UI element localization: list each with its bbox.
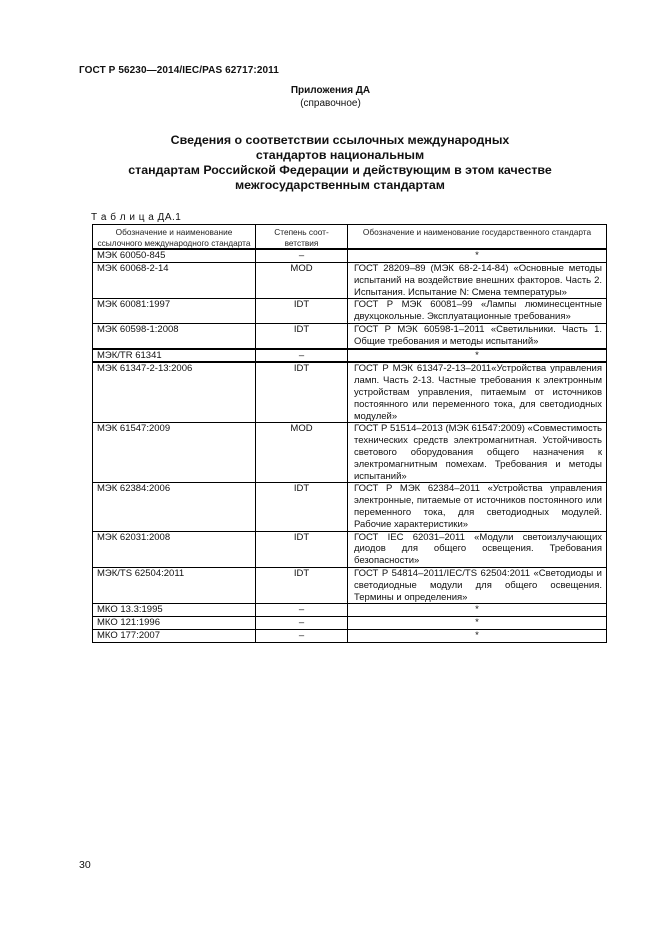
reference-standard: МЭК/TR 61341 [93,349,256,363]
reference-standard: МЭК 60050-845 [93,249,256,262]
appendix-title: Приложения ДА [290,85,371,96]
national-standard: * [348,604,607,617]
correspondence-table [92,224,607,643]
correspondence-degree: – [256,249,348,262]
correspondence-degree: IDT [256,531,348,567]
column-header-reference: Обозначение и наименование ссылочного международного стандарта [93,225,256,250]
national-standard: ГОСТ Р МЭК 61347-2-13–2011«Устройства управления ламп. Часть 2-13. Частные требования к электронным устройствам управления, питаемым от источников постоянного или переменного тока, для светодиодных модулей» [348,362,607,422]
reference-standard: МЭК 60068-2-14 [93,262,256,298]
reference-standard: МКО 177:2007 [93,629,256,642]
column-header-national: Обозначение и наименование государственного стандарта [348,225,607,250]
table-row [93,567,607,603]
correspondence-degree: IDT [256,362,348,422]
national-standard: ГОСТ IEC 62031–2011 «Модули светоизлучающих диодов для общего освещения. Требования безопасности» [348,531,607,567]
reference-standard: МЭК 62384:2006 [93,483,256,531]
correspondence-degree: IDT [256,323,348,348]
national-standard: ГОСТ Р МЭК 62384–2011 «Устройства управления электронные, питаемые от источников постоянного или переменного тока, для светодиодных модулей. Рабочие характеристики» [348,483,607,531]
page-number: 30 [79,859,91,871]
national-standard: * [348,349,607,363]
table-row [93,629,607,642]
table-row [93,249,607,262]
national-standard: ГОСТ Р МЭК 60081–99 «Лампы люминесцентные двухцокольные. Эксплуатационные требования» [348,299,607,324]
correspondence-degree: – [256,349,348,363]
correspondence-degree: IDT [256,567,348,603]
appendix-heading [0,84,661,110]
national-standard: * [348,617,607,630]
table-row [93,262,607,298]
title-line-4: межгосударственным стандартам [235,178,445,192]
table-row [93,483,607,531]
national-standard: ГОСТ Р 51514–2013 (МЭК 61547:2009) «Совместимость технических средств электромагнитная. Устойчивость светового оборудования общего назначения к электромагнитным помехам. Требования и методы испытаний» [348,423,607,483]
table-row [93,362,607,422]
table-header-row [93,225,607,250]
table-row [93,423,607,483]
reference-standard: МЭК 61547:2009 [93,423,256,483]
correspondence-degree: MOD [256,423,348,483]
national-standard: ГОСТ Р МЭК 60598-1–2011 «Светильники. Часть 1. Общие требования и методы испытаний» [348,323,607,348]
reference-standard: МЭК 61347-2-13:2006 [93,362,256,422]
reference-standard: МКО 13.3:1995 [93,604,256,617]
table-row [93,617,607,630]
correspondence-degree: – [256,617,348,630]
reference-standard: МЭК/TS 62504:2011 [93,567,256,603]
document-code: ГОСТ Р 56230—2014/IEC/PAS 62717:2011 [79,65,279,76]
reference-standard: МЭК 60081:1997 [93,299,256,324]
correspondence-degree: MOD [256,262,348,298]
national-standard: ГОСТ 28209–89 (МЭК 68-2-14-84) «Основные методы испытаний на воздействие внешних факторов. Часть 2. Испытания. Испытание N: Смена температуры» [348,262,607,298]
table-label: Т а б л и ц а ДА.1 [91,212,182,223]
table-row [93,349,607,363]
national-standard: * [348,629,607,642]
correspondence-degree: IDT [256,299,348,324]
column-header-degree: Степень соот-ветствия [256,225,348,250]
table-row [93,604,607,617]
reference-standard: МКО 121:1996 [93,617,256,630]
table-row [93,531,607,567]
correspondence-degree: – [256,604,348,617]
reference-standard: МЭК 62031:2008 [93,531,256,567]
correspondence-degree: IDT [256,483,348,531]
title-line-2: стандартов национальным [255,148,425,162]
title-line-1: Сведения о соответствии ссылочных международных [170,133,510,147]
reference-standard: МЭК 60598-1:2008 [93,323,256,348]
title-line-3: стандартам Российской Федерации и действующим в этом качестве [128,163,552,177]
national-standard: * [348,249,607,262]
table-row [93,299,607,324]
section-title [60,133,620,193]
correspondence-degree: – [256,629,348,642]
appendix-subtitle: (справочное) [300,98,361,109]
table-row [93,323,607,348]
national-standard: ГОСТ Р 54814–2011/IEC/TS 62504:2011 «Светодиоды и светодиодные модули для общего освещения. Термины и определения» [348,567,607,603]
